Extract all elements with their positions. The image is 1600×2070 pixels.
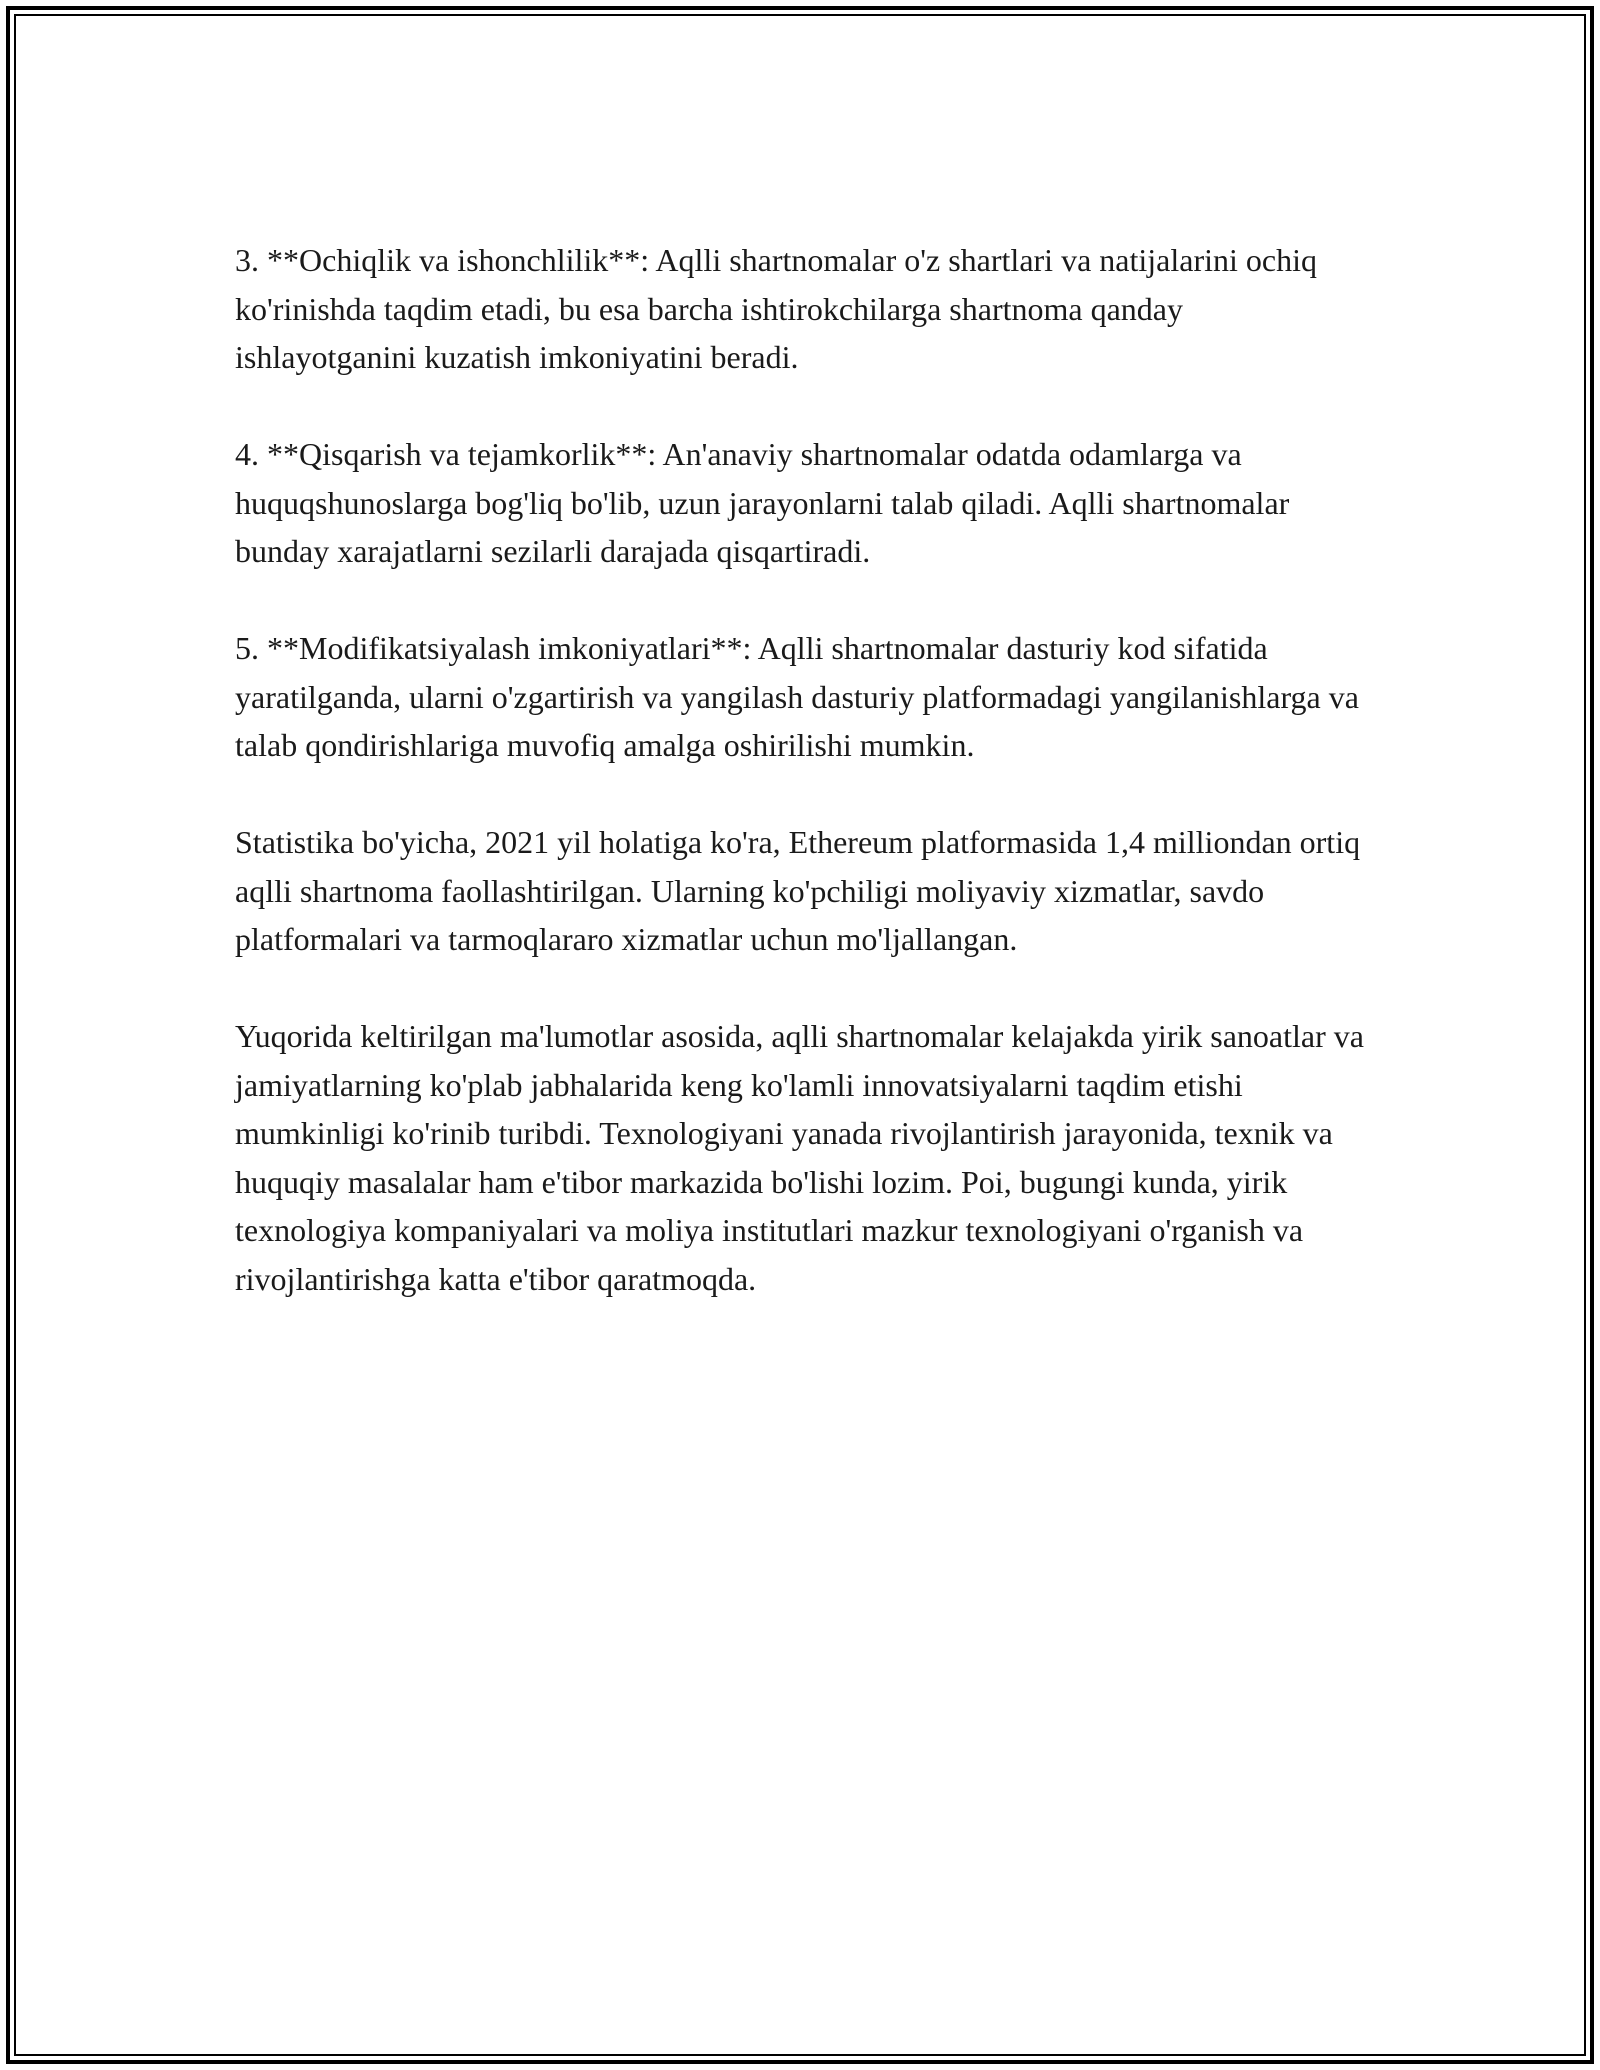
paragraph-modification: 5. **Modifikatsiyalash imkoniyatlari**: Aqlli shartnomalar dasturiy kod sifatida yaratilganda, ularni o'zgartirish va yangilash dasturiy platformadagi yangilanishlarga va talab qondirishlariga muvofiq amalga oshirilishi mumkin.: [235, 630, 1359, 763]
document-body: [235, 236, 1365, 1303]
paragraph-conclusion: Yuqorida keltirilgan ma'lumotlar asosida, aqlli shartnomalar kelajakda yirik sanoatlar va jamiyatlarning ko'plab jabhalarida keng ko'lamli innovatsiyalarni taqdim etishi mumkinligi ko'rinib turibdi. Texnologiyani yanada rivojlantirish jarayonida, texnik va huquqiy masalalar ham e'tibor markazida bo'lishi lozim. Poi, bugungi kunda, yirik texnologiya kompaniyalari va moliya institutlari mazkur texnologiyani o'rganish va rivojlantirishga katta e'tibor qaratmoqda.: [235, 1018, 1364, 1297]
paragraph-statistics: Statistika bo'yicha, 2021 yil holatiga ko'ra, Ethereum platformasida 1,4 milliondan ortiq aqlli shartnoma faollashtirilgan. Ularning ko'pchiligi moliyaviy xizmatlar, savdo platformalari va tarmoqlararo xizmatlar uchun mo'ljallangan.: [235, 824, 1361, 957]
paragraph-cost-reduction: 4. **Qisqarish va tejamkorlik**: An'anaviy shartnomalar odatda odamlarga va huquqshunoslarga bog'liq bo'lib, uzun jarayonlarni talab qiladi. Aqlli shartnomalar bunday xarajatlarni sezilarli darajada qisqartiradi.: [235, 436, 1290, 569]
paragraph-transparency: 3. **Ochiqlik va ishonchlilik**: Aqlli shartnomalar o'z shartlari va natijalarini ochiq ko'rinishda taqdim etadi, bu esa barcha ishtirokchilarga shartnoma qanday ishlayotganini kuzatish imkoniyatini beradi.: [235, 242, 1317, 375]
